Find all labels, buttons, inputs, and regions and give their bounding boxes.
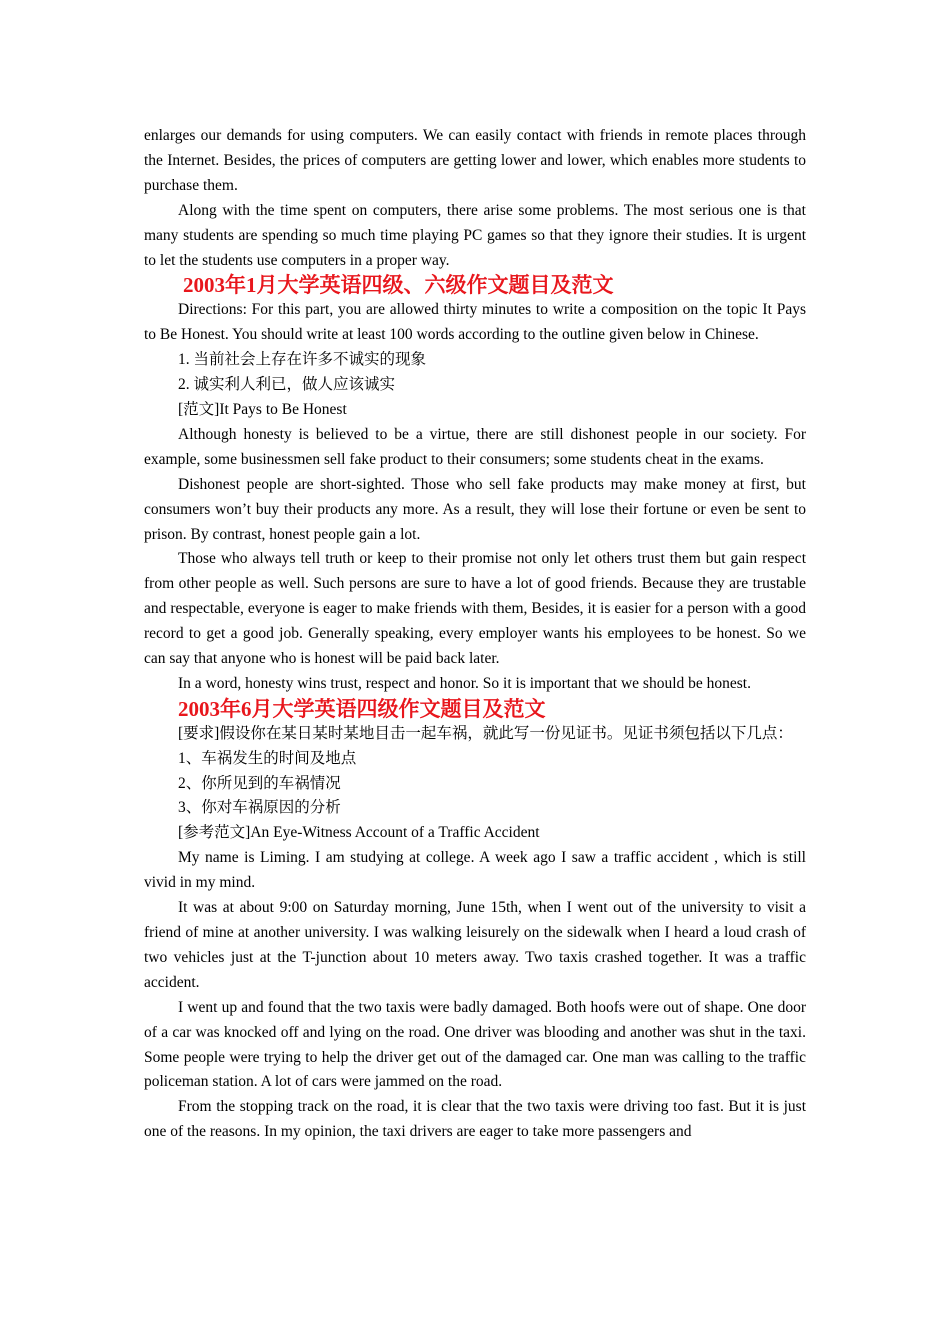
paragraph: From the stopping track on the road, it is clear that the two taxis were driving too fast. But it is just one of the reasons. In my opinion, the taxi drivers are eager to take more passengers and bbox=[144, 1098, 806, 1141]
outline-item: 3、你对车祸原因的分析 bbox=[178, 799, 341, 817]
section-heading: 2003年1月大学英语四级、六级作文题目及范文 bbox=[183, 273, 614, 298]
outline-item: 1、车祸发生的时间及地点 bbox=[178, 749, 357, 767]
paragraph: I went up and found that the two taxis were badly damaged. Both hoofs were out of shape. One door of a car was knocked off and lying on the road. One driver was blooding and another was shut in the taxi. Some people were trying to help the driver get out of the damaged car. One man was calling to the traffic policeman station. A lot of cars were jammed on the road. bbox=[144, 998, 806, 1091]
paragraph-continued: enlarges our demands for using computers. We can easily contact with friends in remote places through the Internet. Besides, the prices of computers are getting lower and lower, which enables more students to purchase them. bbox=[144, 127, 806, 194]
outline-item: 2、你所见到的车祸情况 bbox=[178, 774, 341, 792]
paragraph: Dishonest people are short-sighted. Those who sell fake products may make money at first, but consumers won’t buy their products any more. As a result, they will lose their fortune or even be sent to prison. By contrast, honest people gain a lot. bbox=[144, 475, 806, 543]
directions: Directions: For this part, you are allowed thirty minutes to write a composition on the topic It Pays to Be Honest. You should write at least 100 words according to the outline given below in Chinese. bbox=[144, 301, 806, 344]
paragraph: My name is Liming. I am studying at college. A week ago I saw a traffic accident , which is still vivid in my mind. bbox=[144, 849, 806, 892]
requirement: [要求]假设你在某日某时某地目击一起车祸，就此写一份见证书。见证书须包括以下几点： bbox=[178, 724, 793, 742]
paragraph: Although honesty is believed to be a virtue, there are still dishonest people in our society. For example, some businessmen sell fake product to their consumers; some students cheat in the exams. bbox=[144, 425, 806, 468]
outline-item: 1. 当前社会上存在许多不诚实的现象 bbox=[178, 351, 427, 369]
paragraph: In a word, honesty wins trust, respect and honor. So it is important that we should be honest. bbox=[178, 674, 751, 692]
paragraph: It was at about 9:00 on Saturday morning, June 15th, when I went out of the university to visit a friend of mine at another university. I was walking leisurely on the sidewalk when I heard a loud crash of two vehicles just at the T-junction about 10 meters away. Two taxis crashed together. It was a traffic accident. bbox=[144, 899, 806, 991]
paragraph: Along with the time spent on computers, there arise some problems. The most serious one is that many students are spending so much time playing PC games so that they ignore their studies. It is urgent to let the students use computers in a proper way. bbox=[144, 201, 806, 269]
paragraph: Those who always tell truth or keep to their promise not only let others trust them but gain respect from other people as well. Such persons are sure to have a lot of good friends. Because they are trustable and respectable, everyone is eager to make friends with them, Besides, it is easier for a person with a good record to get a good job. Generally speaking, every employer wants his employees to be honest. So we can say that anyone who is honest will be paid back later. bbox=[144, 550, 806, 668]
sample-title: [参考范文]An Eye-Witness Account of a Traffic Accident bbox=[178, 824, 540, 842]
outline-item: 2. 诚实利人利已，做人应该诚实 bbox=[178, 376, 396, 394]
section-heading: 2003年6月大学英语四级作文题目及范文 bbox=[178, 696, 546, 721]
document-page bbox=[144, 124, 806, 1145]
sample-title: [范文]It Pays to Be Honest bbox=[178, 400, 347, 418]
